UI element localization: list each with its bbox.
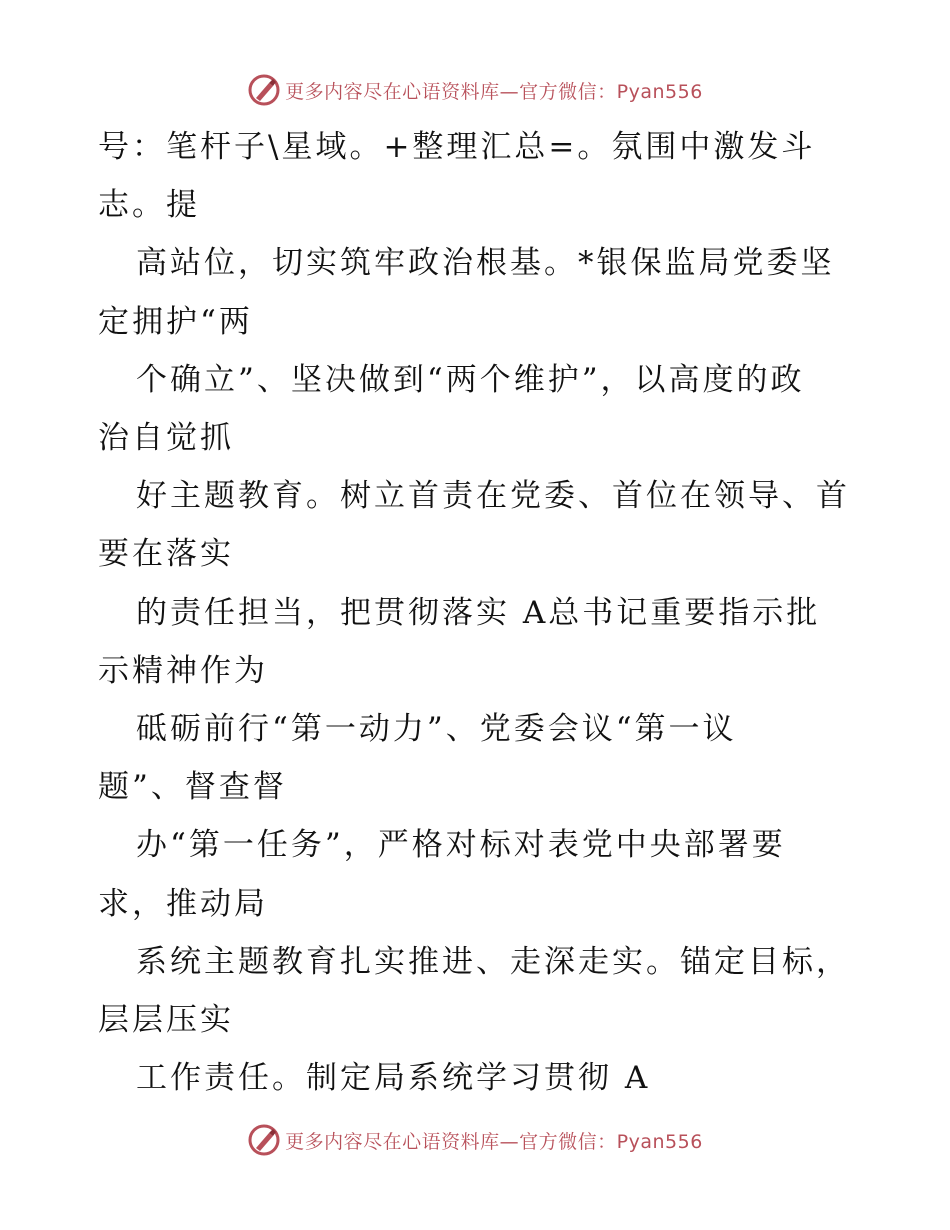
text-line: 好主题教育。树立首责在党委、首位在领导、首 [136,478,850,515]
header-watermark [0,70,950,110]
text-line: 个确立”、坚决做到“两个维护”，以高度的政 [136,361,805,398]
text-line: 治自觉抓 [98,420,234,456]
text-line: 示精神作为 [98,652,268,689]
text-line: 求，推动局 [98,885,268,922]
text-line: 系统主题教育扎实推进、走深走实。锚定目标， [136,943,850,980]
text-line: 志。提 [98,187,200,224]
footer-watermark [0,1120,950,1160]
text-line: 定拥护“两 [98,303,253,340]
text-line: 办“第一任务”，严格对标对表党中央部署要 [136,827,786,864]
watermark-text: 更多内容尽在心语资料库—官方微信：Pyan556 [285,1130,703,1153]
text-line: 题”、督查督 [98,769,287,806]
text-line: 的责任担当，把贯彻落实 A总书记重要指示批 [136,594,821,631]
text-line: 工作责任。制定局系统学习贯彻 A [136,1060,651,1097]
text-line: 高站位，切实筑牢政治根基。*银保监局党委坚 [136,245,835,282]
pen-circle-logo-icon [247,1123,281,1157]
text-line: 层层压实 [98,1002,234,1038]
text-line: 号：笔杆子\星域。+整理汇总=。氛围中激发斗 [98,129,816,165]
text-line: 要在落实 [98,536,234,573]
pen-circle-logo-icon [247,73,281,107]
watermark-text: 更多内容尽在心语资料库—官方微信：Pyan556 [285,80,703,103]
text-line: 砥砺前行“第一动力”、党委会议“第一议 [136,711,737,747]
